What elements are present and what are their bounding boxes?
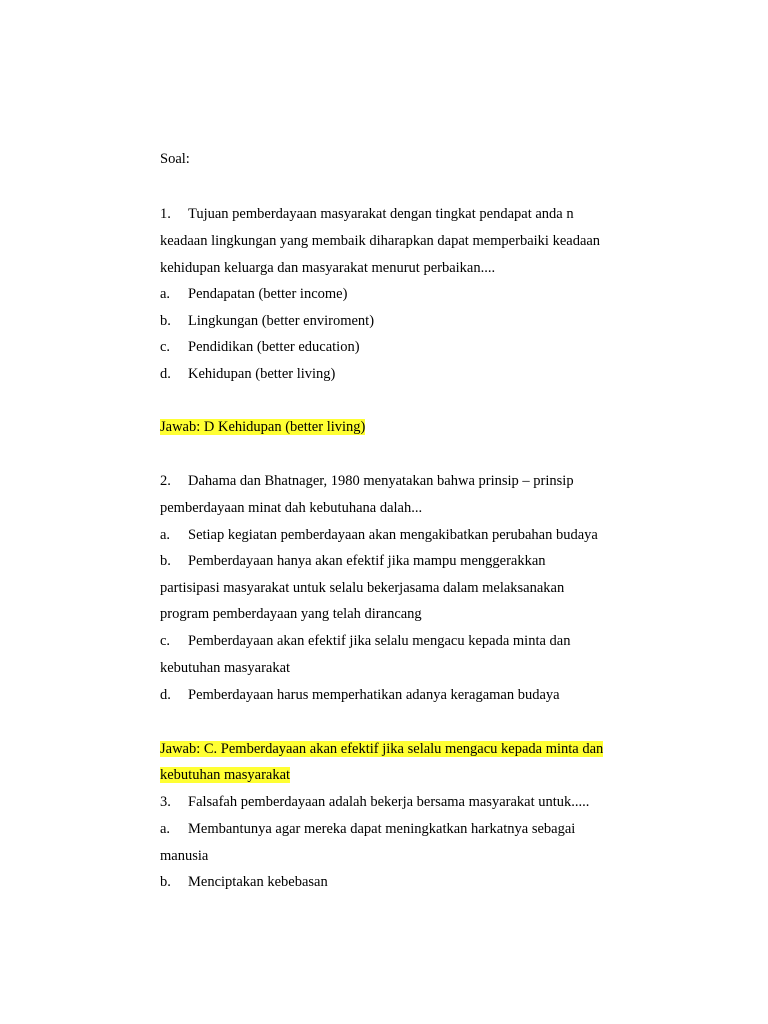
option-text: Pendidikan (better education) bbox=[188, 339, 360, 355]
option-text: Lingkungan (better enviroment) bbox=[188, 313, 375, 329]
option-text: Pemberdayaan hanya akan efektif jika mampu menggerakkan bbox=[188, 553, 546, 569]
option-letter: b. bbox=[160, 553, 171, 569]
option-letter: d. bbox=[160, 366, 171, 382]
question-text: Tujuan pemberdayaan masyarakat dengan tingkat pendapat anda n bbox=[188, 206, 574, 222]
option-text: Setiap kegiatan pemberdayaan akan mengakibatkan perubahan budaya bbox=[188, 527, 598, 543]
q1-option-c bbox=[160, 338, 360, 356]
option-text: Kehidupan (better living) bbox=[188, 366, 336, 382]
question-number: 1. bbox=[160, 206, 171, 222]
q2-option-b-cont-1: partisipasi masyarakat untuk selalu bekerjasama dalam melaksanakan bbox=[160, 580, 565, 596]
q2-option-c-cont-1: kebutuhan masyarakat bbox=[160, 660, 291, 676]
q2-option-b-cont-2: program pemberdayaan yang telah dirancang bbox=[160, 606, 422, 622]
answer-highlight: kebutuhan masyarakat bbox=[160, 767, 291, 783]
option-letter: d. bbox=[160, 687, 171, 703]
question-2-line-1 bbox=[160, 472, 574, 490]
q1-answer bbox=[160, 418, 365, 436]
question-1-line-1 bbox=[160, 205, 574, 223]
option-letter: a. bbox=[160, 821, 171, 837]
question-text: Dahama dan Bhatnager, 1980 menyatakan bahwa prinsip – prinsip bbox=[188, 473, 574, 489]
option-letter: c. bbox=[160, 339, 171, 355]
question-text: Falsafah pemberdayaan adalah bekerja bersama masyarakat untuk..... bbox=[188, 794, 590, 810]
option-text: Pemberdayaan harus memperhatikan adanya keragaman budaya bbox=[188, 687, 560, 703]
q1-option-b bbox=[160, 312, 374, 330]
option-letter: c. bbox=[160, 633, 171, 649]
option-text: Pemberdayaan akan efektif jika selalu mengacu kepada minta dan bbox=[188, 633, 571, 649]
question-number: 2. bbox=[160, 473, 171, 489]
q2-answer-line-2 bbox=[160, 766, 290, 784]
question-3-line-1 bbox=[160, 793, 589, 811]
question-2-line-2: pemberdayaan minat dah kebutuhana dalah... bbox=[160, 500, 423, 516]
option-letter: a. bbox=[160, 527, 171, 543]
option-text: Pendapatan (better income) bbox=[188, 286, 348, 302]
q1-option-a bbox=[160, 285, 347, 303]
option-letter: b. bbox=[160, 313, 171, 329]
option-letter: b. bbox=[160, 874, 171, 890]
q2-option-b bbox=[160, 552, 546, 570]
option-text: Menciptakan kebebasan bbox=[188, 874, 328, 890]
question-1-line-2: keadaan lingkungan yang membaik diharapkan dapat memperbaiki keadaan bbox=[160, 233, 601, 249]
question-1-line-3: kehidupan keluarga dan masyarakat menurut perbaikan.... bbox=[160, 260, 496, 276]
q1-option-d bbox=[160, 365, 335, 383]
q2-option-c bbox=[160, 632, 570, 650]
q2-option-d bbox=[160, 686, 560, 704]
option-letter: a. bbox=[160, 286, 171, 302]
q3-option-b bbox=[160, 873, 328, 891]
q3-option-a bbox=[160, 820, 575, 838]
option-text: Membantunya agar mereka dapat meningkatkan harkatnya sebagai bbox=[188, 821, 576, 837]
question-number: 3. bbox=[160, 794, 171, 810]
answer-highlight: Jawab: C. Pemberdayaan akan efektif jika selalu mengacu kepada minta dan bbox=[160, 741, 604, 757]
q2-option-a bbox=[160, 526, 598, 544]
q2-answer-line-1 bbox=[160, 740, 603, 758]
answer-highlight: Jawab: D Kehidupan (better living) bbox=[160, 419, 366, 435]
q3-option-a-cont-1: manusia bbox=[160, 848, 209, 864]
heading-soal: Soal: bbox=[160, 151, 190, 167]
